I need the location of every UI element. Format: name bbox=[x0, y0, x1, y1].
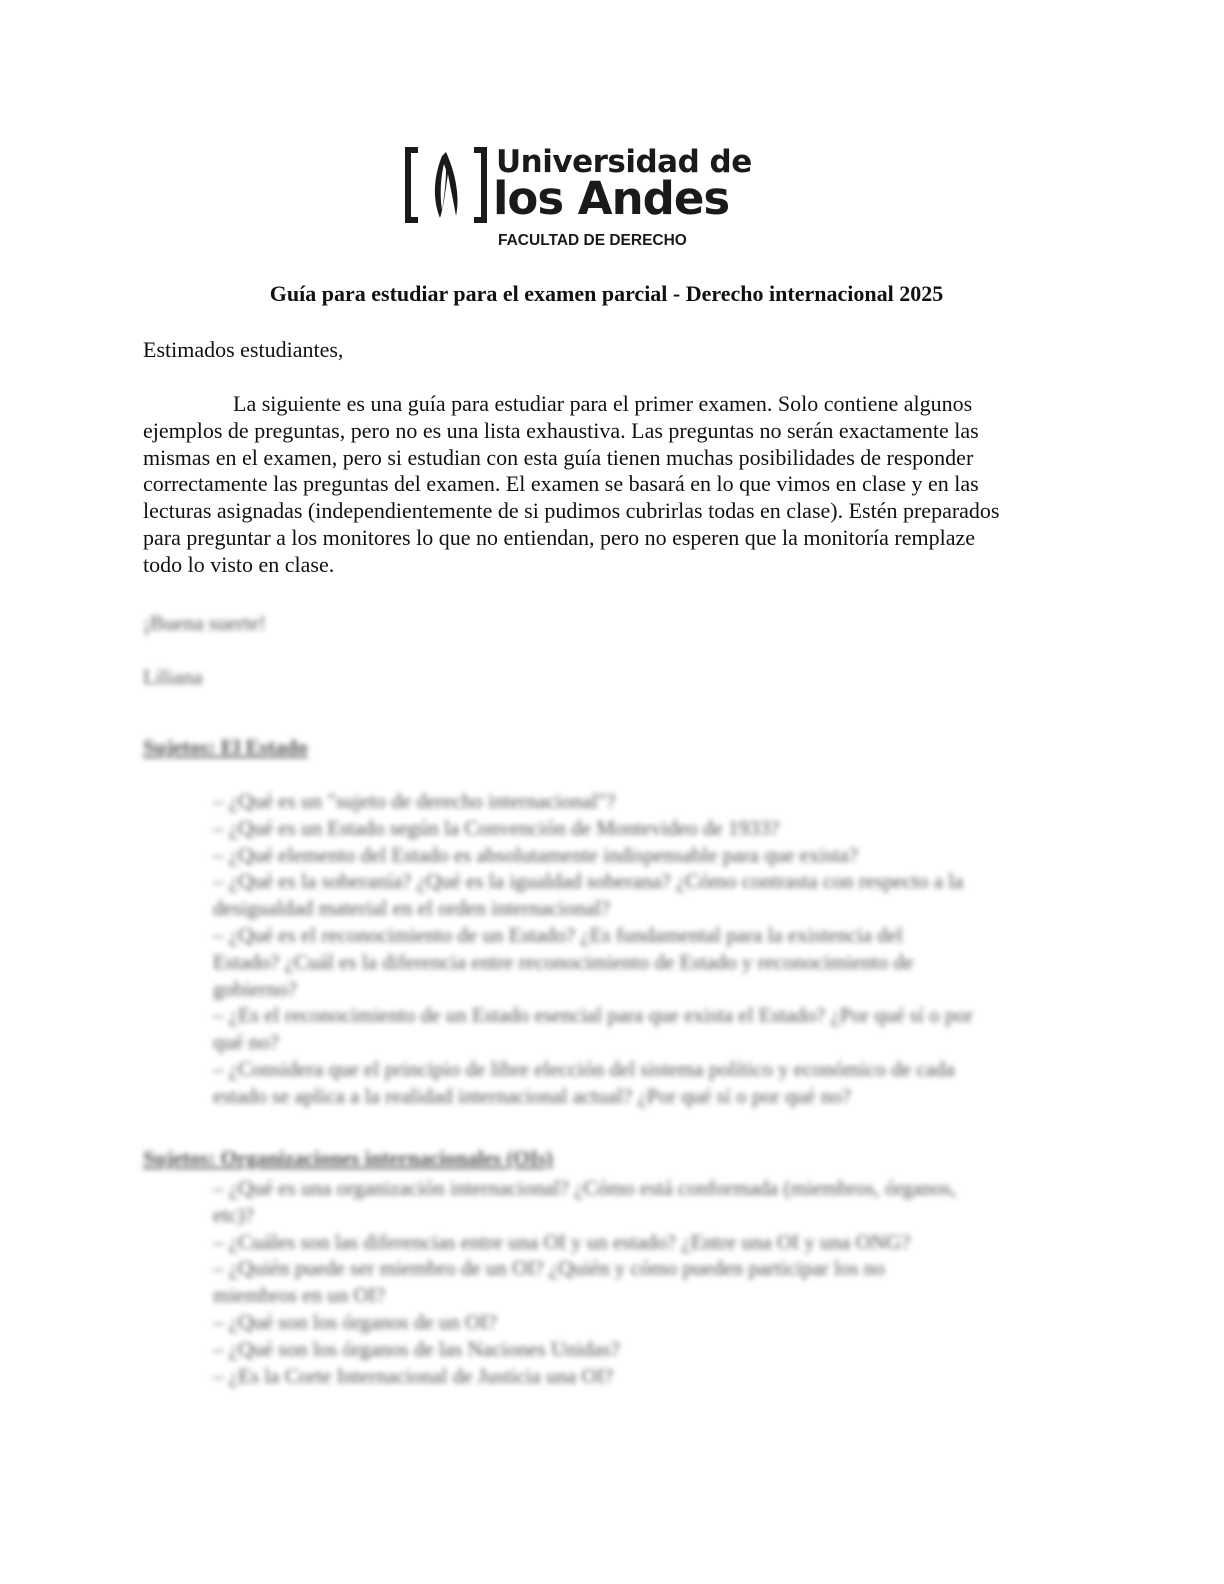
los-andes-emblem-icon bbox=[404, 146, 488, 224]
intro-line: La siguiente es una guía para estudiar para el primer examen. Solo contiene algunos bbox=[233, 391, 973, 416]
question-line: qué no? bbox=[213, 1030, 279, 1055]
greeting: Estimados estudiantes, bbox=[143, 337, 344, 362]
question-line: – ¿Qué es la soberanía? ¿Qué es la igualdad soberana? ¿Cómo contrasta con respecto a la bbox=[213, 869, 964, 894]
intro-paragraph bbox=[143, 391, 1083, 579]
question-line: etc)? bbox=[213, 1202, 254, 1227]
question-line: – ¿Considera que el principio de libre elección del sistema político y económico de cada bbox=[213, 1056, 955, 1081]
university-logo bbox=[404, 144, 752, 250]
document-title: Guía para estudiar para el examen parcial - Derecho internacional 2025 bbox=[269, 281, 944, 306]
question-list-ois bbox=[213, 1175, 1073, 1389]
question-line: – ¿Es la Corte Internacional de Justicia una OI? bbox=[213, 1363, 614, 1388]
question-line: – ¿Qué elemento del Estado es absolutamente indispensable para que exista? bbox=[213, 842, 858, 867]
question-line: Estado? ¿Cuál es la diferencia entre reconocimiento de Estado y reconocimiento de bbox=[213, 949, 914, 974]
question-line: – ¿Es el reconocimiento de un Estado esencial para que exista el Estado? ¿Por qué sí o por bbox=[213, 1003, 973, 1028]
question-line: estado se aplica a la realidad internacional actual? ¿Por qué sí o por qué no? bbox=[213, 1083, 851, 1108]
logo-faculty: FACULTAD DE DERECHO bbox=[498, 232, 687, 249]
question-line: – ¿Qué es el reconocimiento de un Estado? ¿Es fundamental para la existencia del bbox=[213, 922, 903, 947]
intro-line: para preguntar a los monitores lo que no entiendan, pero no esperen que la monitoría remplaze bbox=[143, 524, 976, 550]
question-line: – ¿Qué es un "sujeto de derecho internacional"? bbox=[213, 789, 616, 813]
logo-line-universidad: Universidad de bbox=[496, 144, 752, 180]
intro-line: ejemplos de preguntas, pero no es una lista exhaustiva. Las preguntas no serán exactamente las bbox=[143, 417, 979, 443]
section-heading-ois: Sujetos: Organizaciones internacionales (OIs) bbox=[143, 1146, 554, 1170]
intro-line: correctamente las preguntas del examen. El examen se basará en lo que vimos en clase y en las bbox=[143, 471, 979, 497]
question-list-estado bbox=[213, 788, 1073, 1110]
logo-line-los-andes: los Andes bbox=[493, 172, 730, 225]
closing-line: ¡Buena suerte! bbox=[143, 611, 267, 635]
question-line: – ¿Qué es una organización internacional? ¿Cómo está conformada (miembros, órganos, bbox=[213, 1176, 957, 1200]
question-line: – ¿Cuáles son las diferencias entre una OI y un estado? ¿Entre una OI y una ONG? bbox=[213, 1229, 911, 1254]
question-line: desigualdad material en el orden internacional? bbox=[213, 896, 611, 921]
question-line: miembros en un OI? bbox=[213, 1283, 386, 1308]
intro-line: lecturas asignadas (independientemente de si pudimos cubrirlas todas en clase). Estén preparados bbox=[143, 498, 1000, 524]
question-line: – ¿Qué son los órganos de las Naciones Unidas? bbox=[213, 1336, 620, 1361]
question-line: – ¿Quién puede ser miembro de un OI? ¿Quién y cómo pueden participar los no bbox=[213, 1256, 885, 1281]
intro-line: mismas en el examen, pero si estudian con esta guía tienen muchas posibilidades de responder bbox=[143, 444, 974, 470]
signature-line: Liliana bbox=[143, 665, 203, 689]
question-line: – ¿Qué es un Estado según la Convención de Montevideo de 1933? bbox=[213, 815, 780, 840]
intro-line: todo lo visto en clase. bbox=[143, 551, 335, 577]
question-line: – ¿Qué son los órganos de un OI? bbox=[213, 1309, 497, 1334]
question-line: gobierno? bbox=[213, 976, 297, 1001]
section-heading-estado: Sujetos: El Estado bbox=[143, 735, 308, 759]
